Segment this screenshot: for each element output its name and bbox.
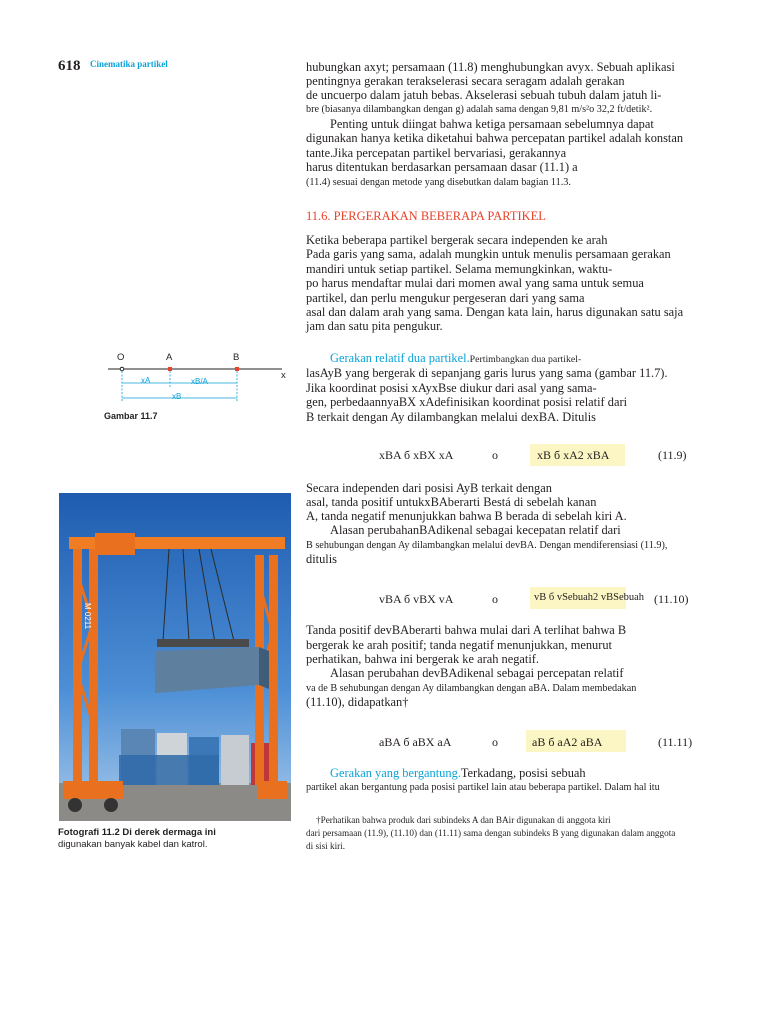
body-line: Jika koordinat posisi xAyxBse diukur dari asal yang sama- bbox=[306, 381, 597, 395]
particle-b bbox=[235, 367, 239, 371]
body-line: tante.Jika percepatan partikel bervariasi, gerakannya bbox=[306, 146, 567, 160]
equation-11-9-or: o bbox=[492, 448, 498, 462]
body-line: Ketika beberapa partikel bergerak secara independen ke arah bbox=[306, 233, 608, 247]
body-line: asal, tanda positif untukxBAberarti Bestá di sebelah kanan bbox=[306, 495, 597, 509]
label-xb: xB bbox=[172, 392, 182, 401]
body-line: va de B sehubungan dengan Ay dilambangkan dengan aBA. Dalam membedakan bbox=[306, 683, 637, 694]
label-xba: xB/A bbox=[191, 377, 208, 386]
body-line: gen, perbedaannyaBX xAdefinisikan koordinat posisi relatif dari bbox=[306, 395, 628, 409]
origin-point bbox=[120, 367, 124, 371]
body-line: Pada garis yang sama, adalah mungkin untuk menulis persamaan gerakan bbox=[306, 247, 671, 261]
body-line: B sehubungan dengan Ay dilambangkan melalui devBA. Dengan mendiferensiasi (11.9), bbox=[306, 540, 668, 551]
body-line: A, tanda negatif menunjukkan bahwa B berada di sebelah kiri A. bbox=[306, 509, 627, 523]
body-line: hubungkan axyt; persamaan (11.8) menghubungkan avyx. Sebuah aplikasi bbox=[306, 60, 675, 74]
body-line: po harus mendaftar mulai dari momen awal yang sama untuk semua bbox=[306, 276, 644, 290]
footnote-line: di sisi kiri. bbox=[306, 841, 346, 851]
lead-dependent: Gerakan yang bergantung. bbox=[330, 766, 461, 780]
body-line: bergerak ke arah positif; tanda negatif menunjukkan, menurut bbox=[306, 638, 612, 652]
running-title: Cinematika partikel bbox=[90, 59, 168, 69]
equation-number: (11.11) bbox=[658, 735, 693, 749]
photo-caption-text: digunakan banyak kabel dan katrol. bbox=[58, 839, 208, 850]
equation-11-10-or: o bbox=[492, 592, 498, 606]
body-line: Secara independen dari posisi AyB terkait dengan bbox=[306, 481, 552, 495]
label-a: A bbox=[166, 352, 173, 363]
label-xa: xA bbox=[141, 376, 151, 385]
particle-a bbox=[168, 367, 172, 371]
body-line: Gerakan relatif dua partikel.Pertimbangkan dua partikel- bbox=[330, 351, 582, 365]
equation-11-9-right: xB б xA2 xBA bbox=[537, 448, 610, 462]
equation-number: (11.9) bbox=[658, 448, 687, 462]
body-line: partikel akan bergantung pada posisi partikel lain atau beberapa partikel. Dalam hal itu bbox=[306, 782, 660, 793]
body-line: (11.4) sesuai dengan metode yang disebutkan dalam bagian 11.3. bbox=[306, 177, 571, 188]
label-b: B bbox=[233, 352, 240, 363]
body-line: Penting untuk diingat bahwa ketiga persamaan sebelumnya dapat bbox=[330, 117, 654, 131]
body-line: Alasan perubahanBAdikenal sebagai kecepatan relatif dari bbox=[330, 523, 621, 537]
equation-11-9-left: xBA б xBX xA bbox=[379, 448, 454, 462]
body-line: jam dan satu pita pengukur. bbox=[306, 319, 443, 333]
body-line: asal dan dalam arah yang sama. Dengan kata lain, harus digunakan satu saja bbox=[306, 305, 684, 319]
body-line: pentingnya gerakan terakselerasi secara seragam adalah gerakan bbox=[306, 74, 625, 88]
label-x: x bbox=[281, 370, 286, 381]
body-line: lasAyB yang bergerak di sepanjang garis lurus yang sama (gambar 11.7). bbox=[306, 366, 668, 380]
body-line: harus ditentukan berdasarkan persamaan dasar (11.1) a bbox=[306, 160, 578, 174]
body-line: mandiri untuk setiap partikel. Selama memungkinkan, waktu- bbox=[306, 262, 613, 276]
body-line: B terkait dengan Ay dilambangkan melalui dexBA. Ditulis bbox=[306, 410, 596, 424]
crane-illustration bbox=[59, 493, 291, 821]
crane-marking: M 0211 bbox=[83, 603, 92, 630]
body-line: Alasan perubahan devBAdikenal sebagai percepatan relatif bbox=[330, 666, 624, 680]
footnote-line: dari persamaan (11.9), (11.10) dan (11.11) sama dengan subindeks B yang digunakan dalam anggota bbox=[306, 828, 676, 838]
section-heading: 11.6. PERGERAKAN BEBERAPA PARTIKEL bbox=[306, 209, 546, 223]
footnote-line: †Perhatikan bahwa produk dari subindeks A dan BAir digunakan di anggota kiri bbox=[316, 815, 611, 825]
photo-caption-title: Fotografi 11.2 Di derek dermaga ini bbox=[58, 827, 216, 838]
equation-11-10-right: vB б vSebuah2 vBSebuah bbox=[534, 592, 645, 603]
body-line: Tanda positif devBAberarti bahwa mulai dari A terlihat bahwa B bbox=[306, 623, 627, 637]
body-line: perhatikan, bahwa ini bergerak ke arah negatif. bbox=[306, 652, 540, 666]
equation-11-11-left: aBA б aBX aA bbox=[379, 735, 452, 749]
body-line: ditulis bbox=[306, 552, 337, 566]
equation-11-11-right: aB б aA2 aBA bbox=[532, 735, 603, 749]
body-line: bre (biasanya dilambangkan dengan g) adalah sama dengan 9,81 m/s²o 32,2 ft/detik². bbox=[306, 104, 653, 115]
equation-number: (11.10) bbox=[654, 592, 689, 606]
body-line: digunakan hanya ketika diketahui bahwa percepatan partikel adalah konstan bbox=[306, 131, 684, 145]
figure-caption: Gambar 11.7 bbox=[104, 411, 158, 421]
body-line: partikel, dan perlu mengukur pergeseran dari yang sama bbox=[306, 291, 585, 305]
label-o: O bbox=[117, 352, 125, 363]
body-line: (11.10), didapatkan† bbox=[306, 695, 409, 709]
page-number: 618 bbox=[58, 58, 81, 74]
body-line: de uncuerpo dalam jatuh bebas. Akselerasi sebuah tubuh dalam jatuh li- bbox=[306, 88, 662, 102]
equation-11-10-left: vBA б vBX vA bbox=[379, 592, 454, 606]
photo-crane bbox=[59, 493, 291, 821]
body-line: Gerakan yang bergantung.Terkadang, posisi sebuah bbox=[330, 766, 586, 780]
equation-11-11-or: o bbox=[492, 735, 498, 749]
lead-relative: Gerakan relatif dua partikel. bbox=[330, 351, 470, 365]
